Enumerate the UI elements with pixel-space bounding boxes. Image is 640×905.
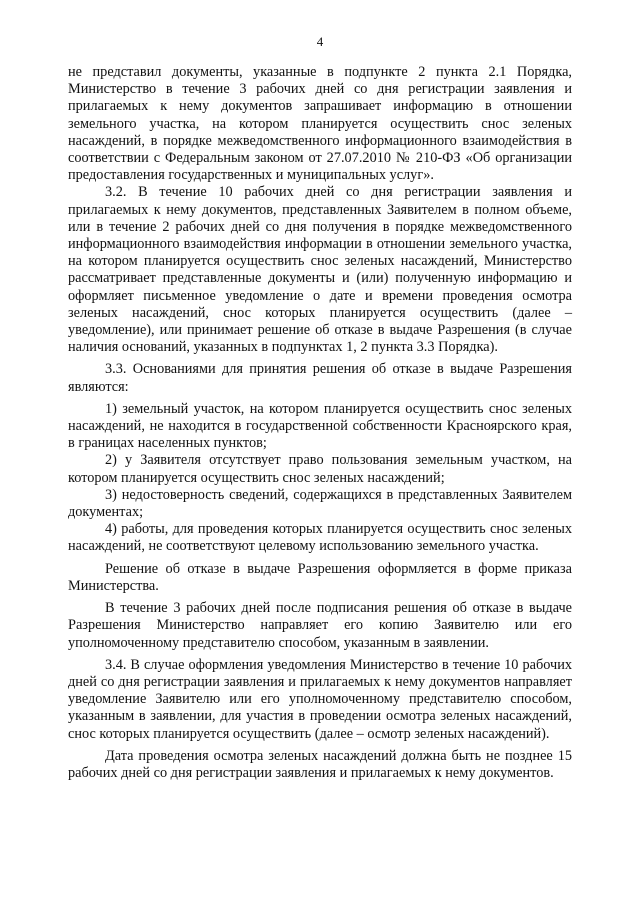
- paragraph-refusal-copy: В течение 3 рабочих дней после подписания решения об отказе в выдаче Разрешения Министерство направляет его копию Заявителю или его уполномоченному представителю способом, указанным в заявлении.: [68, 600, 572, 651]
- page-number: 4: [316, 34, 324, 49]
- list-item-3: 3) недостоверность сведений, содержащихся в представленных Заявителем документах;: [68, 486, 572, 521]
- list-item-2: 2) у Заявителя отсутствует право пользования земельным участком, на котором планируется осуществить снос зеленых насаждений;: [68, 452, 572, 486]
- list-item-1: 1) земельный участок, на котором планируется осуществить снос зеленых насаждений, не находится в государственной собственности Красноярского края, в границах населенных пунктов;: [68, 400, 572, 452]
- paragraph-3-4: 3.4. В случае оформления уведомления Министерство в течение 10 рабочих дней со дня регистрации заявления и прилагаемых к нему документов направляет уведомление Заявителю или его уполномоченному представителю способом, указанным в заявлении, для участия в проведении осмотра зеленых насаждений, снос которых планируется осуществить (далее – осмотр зеленых насаждений).: [68, 656, 572, 742]
- paragraph-refusal-decision: Решение об отказе в выдаче Разрешения оформляется в форме приказа Министерства.: [68, 560, 572, 594]
- paragraph-3-2: 3.2. В течение 10 рабочих дней со дня регистрации заявления и прилагаемых к нему документов, представленных Заявителем в полном объеме, или в течение 2 рабочих дней со дня получения в порядке межведомственного информационного взаимодействия информации в отношении земельного участка, на котором планируется осуществить снос зеленых насаждений, Министерство рассматривает представленные документы и (или) полученную информацию и оформляет письменное уведомление о дате и времени проведения осмотра зеленых насаждений, снос которых планируется осуществить (далее – уведомление), или принимает решение об отказе в выдаче Разрешения (в случае наличия оснований, указанных в подпунктах 1, 2 пункта 3.3 Порядка).: [68, 184, 572, 356]
- paragraph-3-3: 3.3. Основаниями для принятия решения об отказе в выдаче Разрешения являются:: [68, 361, 572, 395]
- paragraph-inspection-date: Дата проведения осмотра зеленых насаждений должна быть не позднее 15 рабочих дней со дня регистрации заявления и прилагаемых к нему документов.: [68, 747, 572, 781]
- paragraph-continuation: не представил документы, указанные в подпункте 2 пункта 2.1 Порядка, Министерство в течение 3 рабочих дней со дня регистрации заявления и прилагаемых к нему документов запрашивает информацию в отношении земельного участка, на котором планируется осуществить снос зеленых насаждений, в порядке межведомственного информационного взаимодействия в соответствии с Федеральным законом от 27.07.2010 № 210-ФЗ «Об организации предоставления государственных и муниципальных услуг».: [68, 64, 572, 184]
- document-body: [68, 64, 572, 782]
- list-item-4: 4) работы, для проведения которых планируется осуществить снос зеленых насаждений, не соответствуют целевому использованию земельного участка.: [68, 521, 572, 555]
